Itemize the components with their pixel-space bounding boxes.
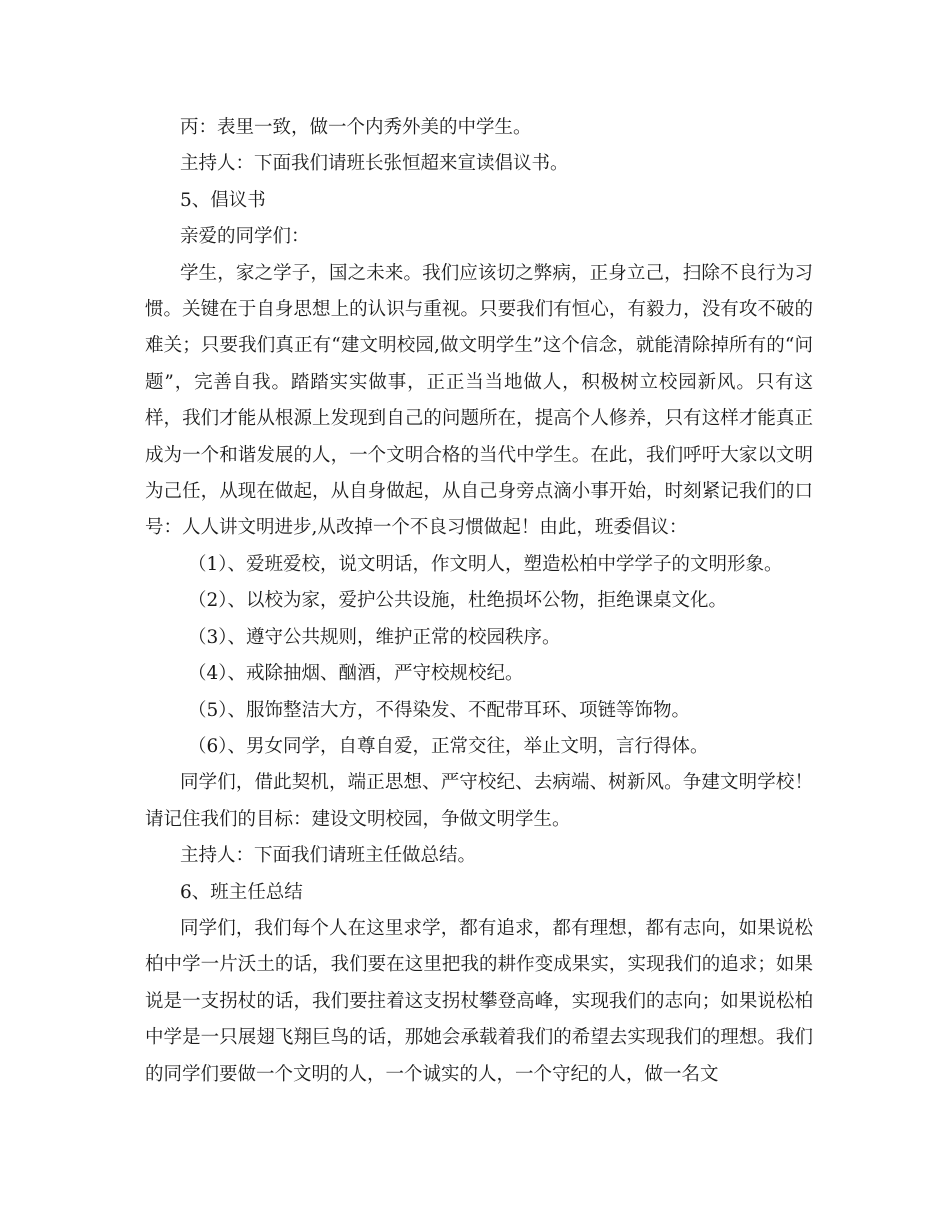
paragraph-bing-speech: 丙：表里一致，做一个内秀外美的中学生。	[180, 117, 532, 138]
paragraph-host-intro-proposal: 主持人：下面我们请班长张恒超来宣读倡议书。	[180, 153, 569, 175]
paragraph-proposal-body: 学生，家之学子，国之未来。我们应该切之弊病，正身立己，扫除不良行为习惯。关键在于自身思想上的认识与重视。只要我们有恒心，有毅力，没有攻不破的难关；只要我们真正有“建文明校园,做文明学生”这个信念，就能清除掉所有的“问题”，完善自我。踏踏实实做事，正正当当地做人，积极树立校园新风。只有这样，我们才能从根源上发现到自己的问题所在，提高个人修养，只有这样才能真正成为一个和谐发展的人，一个文明合格的当代中学生。在此，我们呼吁大家以文明为己任，从现在做起，从自身做起，从自己身旁点滴小事开始，时刻紧记我们的口号：人人讲文明进步,从改掉一个不良习惯做起！由此，班委倡议：	[145, 262, 813, 539]
list-item-proposal-3: （3）、遵守公共规则，维护正常的校园秩序。	[188, 626, 561, 648]
paragraph-salutation: 亲爱的同学们：	[180, 226, 310, 248]
paragraph-teacher-summary: 同学们，我们每个人在这里求学，都有追求，都有理想，都有志向，如果说松柏中学一片沃土的话，我们要在这里把我的耕作变成果实，实现我们的追求；如果说是一支拐杖的话，我们要拄着这支拐杖攀登高峰，实现我们的志向；如果说松柏中学是一只展翅飞翔巨鸟的话，那她会承载着我们的希望去实现我们的理想。我们的同学们要做一个文明的人，一个诚实的人，一个守纪的人，做一名文	[145, 917, 813, 1085]
document-body	[145, 110, 813, 1093]
paragraph-proposal-closing: 同学们，借此契机，端正思想、严守校纪、去病端、树新风。争建文明学校！请记住我们的目标：建设文明校园，争做文明学生。	[145, 772, 813, 830]
list-item-proposal-4: （4）、戒除抽烟、酗酒，严守校规校纪。	[188, 663, 524, 685]
list-item-proposal-5: （5）、服饰整洁大方，不得染发、不配带耳环、项链等饰物。	[188, 699, 691, 721]
list-item-proposal-1: （1）、爱班爱校，说文明话，作文明人，塑造松柏中学学子的文明形象。	[188, 553, 783, 575]
section-heading-summary: 6、班主任总结	[180, 881, 303, 903]
section-heading-proposal: 5、倡议书	[180, 189, 266, 211]
list-item-proposal-2: （2）、以校为家，爱护公共设施，杜绝损坏公物，拒绝课桌文化。	[188, 590, 728, 612]
list-item-proposal-6: （6）、男女同学，自尊自爱，正常交往，举止文明，言行得体。	[188, 735, 709, 757]
paragraph-host-intro-summary: 主持人：下面我们请班主任做总结。	[180, 845, 477, 867]
